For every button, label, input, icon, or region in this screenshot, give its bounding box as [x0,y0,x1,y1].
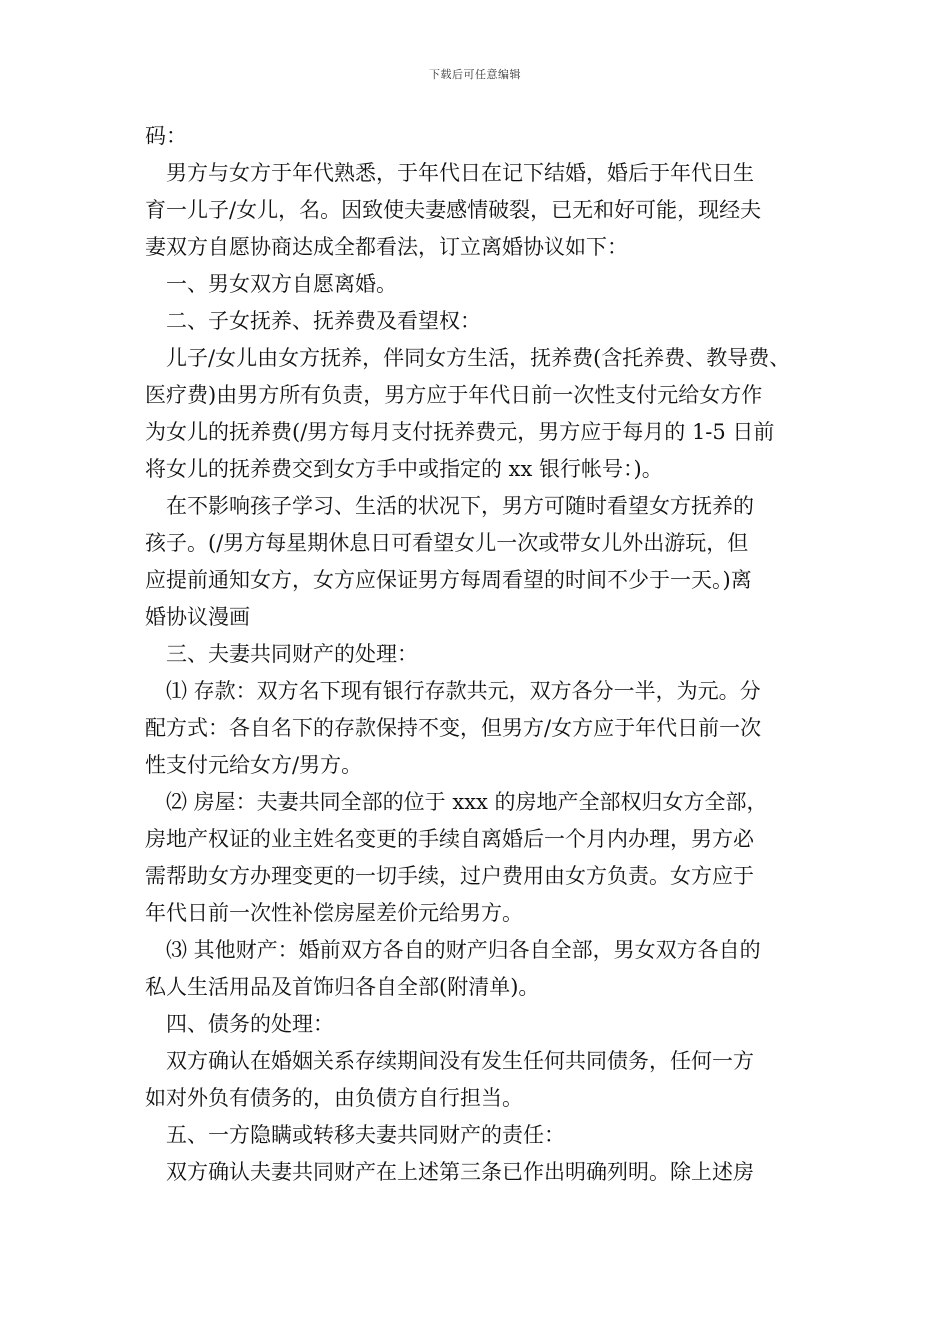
text-line: 医疗费)由男方所有负责，男方应于年代日前一次性支付元给女方作 [145,383,763,407]
text-line: 男方与女方于年代熟悉，于年代日在记下结婚，婚后于年代日生 [145,161,754,185]
text-line: 配方式：各自名下的存款保持不变，但男方/女方应于年代日前一次 [145,716,762,740]
document-body [145,118,815,1191]
text-line: 双方确认在婚姻关系存续期间没有发生任何共同债务，任何一方 [145,1049,754,1073]
section-heading: 三、夫妻共同财产的处理： [145,642,418,666]
text-line: ⑴ 存款：双方名下现有银行存款共元，双方各分一半，为元。分 [145,679,761,703]
text-line: 孩子。(/男方每星期休息日可看望女儿一次或带女儿外出游玩，但 [145,531,749,555]
text-line: 儿子/女儿由女方抚养，伴同女方生活，抚养费(含托养费、教导费、 [145,346,791,370]
text-line: 为女儿的抚养费(/男方每月支付抚养费元，男方应于每月的 1-5 日前 [145,420,775,444]
text-line: 年代日前一次性补偿房屋差价元给男方。 [145,901,523,925]
text-line: 将女儿的抚养费交到女方手中或指定的 xx 银行帐号：)。 [145,457,663,481]
text-line: 应提前通知女方，女方应保证男方每周看望的时间不少于一天。)离 [145,568,752,592]
section-heading: 一、男女双方自愿离婚。 [145,272,397,296]
text-line: ⑵ 房屋：夫妻共同全部的位于 xxx 的房地产全部权归女方全部， [145,790,768,814]
text-line: 育一儿子/女儿，名。因致使夫妻感情破裂，已无和好可能，现经夫 [145,198,762,222]
section-heading: 五、一方隐瞒或转移夫妻共同财产的责任： [145,1123,565,1147]
text-line: 房地产权证的业主姓名变更的手续自离婚后一个月内办理，男方必 [145,827,754,851]
text-line: 码： [145,124,187,148]
text-line: 双方确认夫妻共同财产在上述第三条已作出明确列明。除上述房 [145,1160,754,1184]
text-line: 私人生活用品及首饰归各自全部(附清单)。 [145,975,540,999]
text-line: ⑶ 其他财产：婚前双方各自的财产归各自全部，男女双方各自的 [145,938,761,962]
text-line: 需帮助女方办理变更的一切手续，过户费用由女方负责。女方应于 [145,864,754,888]
page-header: 下载后可任意编辑 [429,68,521,81]
text-line: 妻双方自愿协商达成全都看法，订立离婚协议如下： [145,235,628,259]
text-line: 如对外负有债务的，由负债方自行担当。 [145,1086,523,1110]
text-line: 婚协议漫画 [145,605,250,629]
text-line: 性支付元给女方/男方。 [145,753,363,777]
section-heading: 四、债务的处理： [145,1012,334,1036]
text-line: 在不影响孩子学习、生活的状况下，男方可随时看望女方抚养的 [145,494,754,518]
section-heading: 二、子女抚养、抚养费及看望权： [145,309,481,333]
